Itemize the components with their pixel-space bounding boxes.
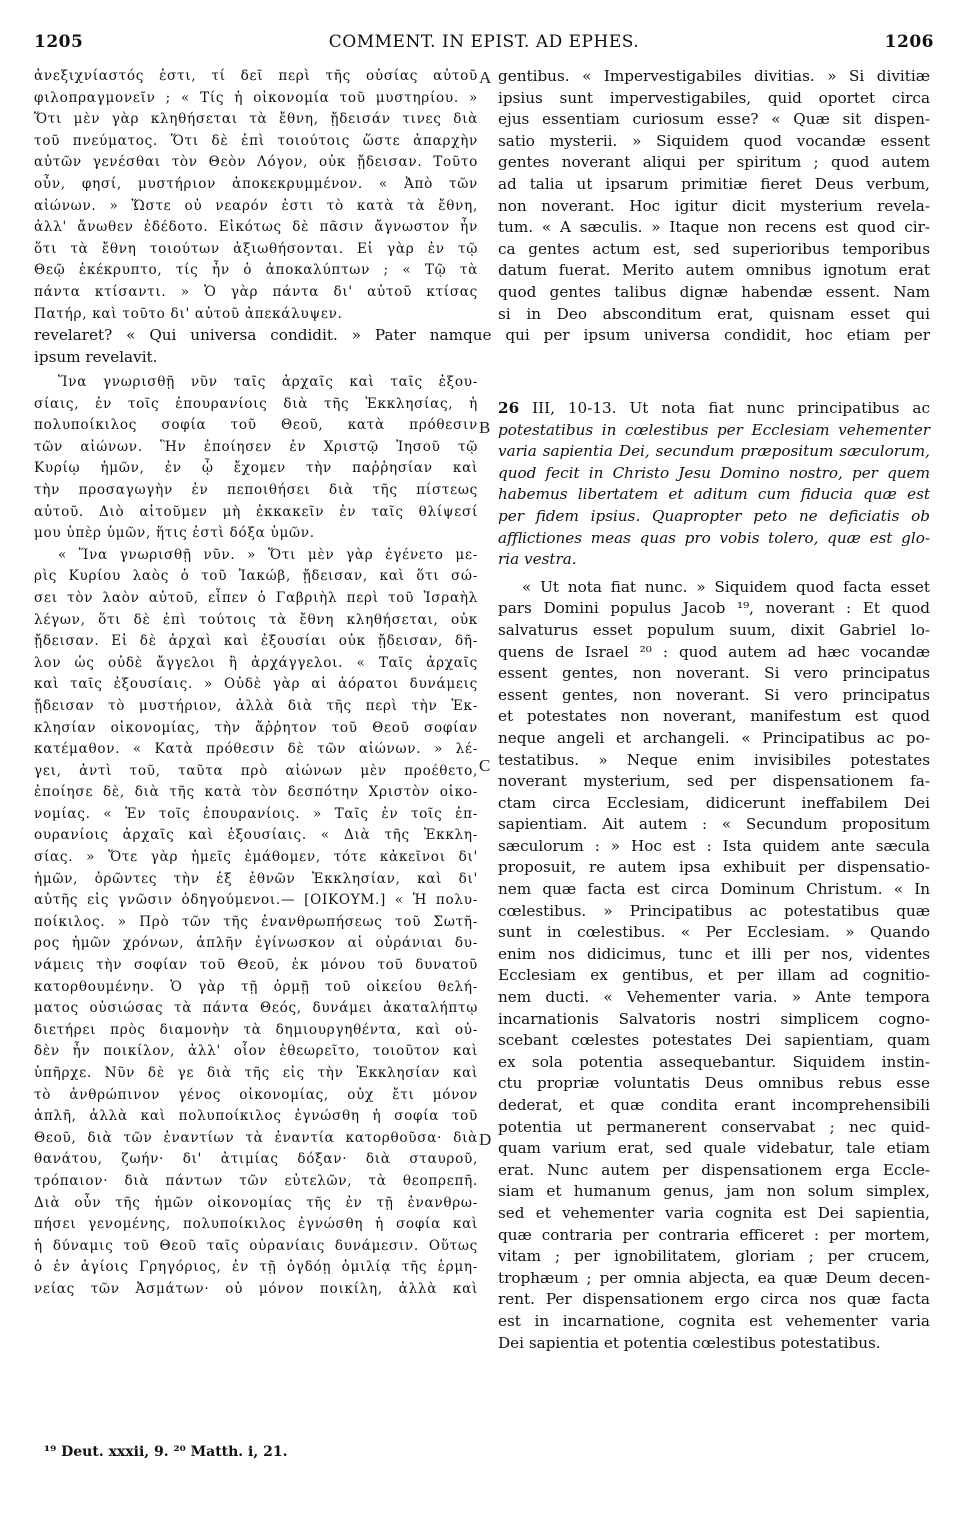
greek-line: ρὶς Κυρίου λαὸς ὁ τοῦ Ἰακώβ, ᾔδεισαν, καὶ ὅτι σώ- bbox=[34, 568, 478, 585]
latin-line: varia sapientia Dei, secundum præpositum sæculorum, bbox=[498, 442, 930, 461]
latin-line: nem quæ facta est circa Dominum Christum. « In bbox=[498, 880, 930, 899]
greek-line: νάμεις τὴν σοφίαν τοῦ Θεοῦ, ἐκ μόνου τοῦ δυνατοῦ bbox=[34, 957, 478, 974]
greek-line: λέγων, ὅτι δὲ ἐπὶ τούτοις τὰ ἔθνη κληθήσεται, οὐκ bbox=[34, 611, 478, 628]
greek-line: τὴν προσαγωγὴν ἐν πεποιθήσει διὰ τῆς πίστεως bbox=[34, 481, 478, 498]
latin-line: essent gentes, non noverant. Si vero principatus bbox=[498, 685, 930, 704]
latin-line: satio mysterii. » Siquidem quod vocandæ essent bbox=[498, 131, 930, 150]
greek-line: καὶ ταῖς ἐξουσίαις. » Οὐδὲ γὰρ αἱ ἀόρατοι δυνάμεις bbox=[34, 676, 478, 693]
greek-line: ματος οὐσιώσας τὰ πάντα Θεός, δυνάμει ἀκαταλήπτῳ bbox=[34, 1000, 478, 1017]
latin-line: testatibus. » Neque enim invisibiles potestates bbox=[498, 750, 930, 769]
greek-line: σίας. » Ὅτε γὰρ ἡμεῖς ἐμάθομεν, τότε κἀκεῖνοι δι' bbox=[34, 849, 478, 866]
latin-line: vitam ; per ignobilitatem, gloriam ; per crucem, bbox=[498, 1247, 930, 1266]
latin-line: quod gentes talibus dignæ habendæ essent. Nam bbox=[498, 282, 930, 301]
greek-line: διετήρει πρὸς διαμονὴν τὰ δημιουργηθέντα, καὶ οὐ- bbox=[34, 1021, 478, 1038]
latin-line: ctam circa Ecclesiam, didicerunt ineffabilem Dei bbox=[498, 793, 930, 812]
greek-line: σίαις, ἐν τοῖς ἐπουρανίοις διὰ τῆς Ἐκκλησίας, ἡ bbox=[34, 395, 478, 412]
greek-line: φιλοπραγμονεῖν ; « Τίς ἡ οἰκονομία τοῦ μυστηρίου. » bbox=[34, 89, 478, 106]
margin-marker-d: D bbox=[479, 1130, 492, 1149]
greek-column-top bbox=[34, 66, 478, 325]
latin-column-bottom bbox=[498, 398, 930, 1354]
latin-line: ria vestra. bbox=[498, 550, 577, 569]
latin-line: ex sola potentia assequebantur. Siquidem instin- bbox=[498, 1052, 930, 1071]
latin-line: datum fuerat. Merito autem omnibus ignotum erat bbox=[498, 261, 930, 280]
greek-line: Κυρίῳ ἡμῶν, ἐν ᾧ ἔχομεν τὴν παῤῥησίαν καὶ bbox=[34, 460, 478, 477]
greek-line: « Ἵνα γνωρισθῇ νῦν. » Ὅτι μὲν γὰρ ἐγένετο με- bbox=[58, 546, 478, 563]
latin-line: nem ducti. « Vehementer varia. » Ante tempora bbox=[498, 988, 930, 1007]
page-number-right: 1206 bbox=[884, 32, 934, 52]
greek-line: ρος ἡμῶν χρόνων, ἁπλῆν ἐγίνωσκον αἱ οὐράνιαι δυ- bbox=[34, 935, 478, 952]
latin-line: revelaret? « Qui universa condidit. » Pater namque qui per ipsum universa condidit, hoc etiam per bbox=[34, 326, 930, 344]
greek-line: πολυποίκιλος σοφία τοῦ Θεοῦ, κατὰ πρόθεσιν bbox=[34, 417, 478, 434]
greek-line: οὖν, φησί, μυστήριον ἀποκεκρυμμένον. « Ἀπὸ τῶν bbox=[34, 175, 478, 192]
full-width-continuation bbox=[34, 325, 930, 368]
greek-column-bottom bbox=[34, 372, 478, 1301]
latin-line: ipsum revelavit. bbox=[34, 347, 158, 366]
latin-line: per fidem ipsius. Quapropter peto ne deficiatis ob bbox=[498, 506, 930, 525]
greek-line: Θεῷ ἐκέκρυπτο, τίς ἦν ὁ ἀποκαλύπτων ; « Τῷ τὰ bbox=[34, 262, 478, 279]
section-number: 26 bbox=[498, 399, 520, 417]
greek-line: ᾔδεισαν τὸ μυστήριον, ἀλλὰ διὰ τῆς περὶ τὴν Ἐκ- bbox=[34, 697, 478, 714]
greek-line: ὁ ἐν ἁγίοις Γρηγόριος, ἐν τῇ ὀγδόῃ ὁμιλίᾳ τῆς ἑρμη- bbox=[34, 1259, 478, 1276]
greek-line: ἁπλῆ, ἀλλὰ καὶ πολυποίκιλος ἐγνώσθη ἡ σοφία τοῦ bbox=[34, 1108, 478, 1125]
greek-line: αὐτῆς εἰς γνῶσιν ὁδηγούμενοι.— [ΟΙΚΟΥΜ.] « Ἡ πολυ- bbox=[34, 892, 478, 909]
latin-line: scebant cœlestes potestates Dei sapientiam, quam bbox=[498, 1031, 930, 1050]
latin-line: incarnationis Salvatoris nostri simplicem cogno- bbox=[498, 1009, 930, 1028]
latin-line: si in Deo absconditum erat, quisnam esset qui bbox=[498, 304, 930, 323]
latin-line: sunt in cœlestibus. « Per Ecclesiam. » Quando bbox=[498, 923, 930, 942]
greek-line: κλησίαν οἰκονομίας, τὴν ἄῤῥητον τοῦ Θεοῦ σοφίαν bbox=[34, 719, 478, 736]
greek-line: νείας τῶν Ἀσμάτων· οὐ μόνον ποικίλη, ἀλλὰ καὶ bbox=[34, 1280, 478, 1297]
greek-line: αὐτοῦ. Διὸ αἰτοῦμεν μὴ ἐκκακεῖν ἐν ταῖς θλίψεσί bbox=[34, 503, 478, 520]
latin-line: quæ contraria per contraria efficeret : per mortem, bbox=[498, 1225, 930, 1244]
latin-line: rent. Per dispensationem ergo circa nos quæ facta bbox=[498, 1290, 930, 1309]
latin-line: ipsius sunt impervestigabiles, quid oportet circa bbox=[498, 88, 930, 107]
latin-line: gentes noverant aliqui per spiritum ; quod autem bbox=[498, 153, 930, 172]
latin-line: trophæum ; per omnia abjecta, ea quæ Deum decen- bbox=[498, 1268, 930, 1287]
latin-line: ejus essentiam curiosum esse? « Quæ sit dispen- bbox=[498, 110, 930, 129]
latin-line: siam et humanum genus, jam non solum simplex, bbox=[498, 1182, 930, 1201]
latin-line: sæculorum : » Hoc est : Ista quidem ante sæcula bbox=[498, 836, 930, 855]
latin-line: potestatibus in cœlestibus per Ecclesiam vehementer bbox=[498, 420, 930, 439]
greek-line: αἰώνων. » Ὥστε οὐ νεαρόν ἐστι τὸ κατὰ τὰ ἔθνη, bbox=[34, 197, 478, 214]
greek-line: θανάτου, ζωήν· δι' ἀτιμίας δόξαν· διὰ σταυροῦ, bbox=[34, 1151, 478, 1168]
greek-line: δὲν ἦν ποικίλον, ἀλλ' οἷον ἐθεωρεῖτο, τοιοῦτον καὶ bbox=[34, 1043, 478, 1060]
latin-line: quens de Israel ²⁰ : quod autem ad hæc vocandæ bbox=[498, 642, 930, 661]
latin-line: quod fecit in Christo Jesu Domino nostro, per quem bbox=[498, 463, 930, 482]
margin-marker-a: A bbox=[479, 68, 492, 87]
greek-line: σει τὸν λαὸν αὐτοῦ, εἶπεν ὁ Γαβριὴλ περὶ τοῦ Ἰσραὴλ bbox=[34, 589, 478, 606]
greek-line: πήσει γενομένης, πολυποίκιλος ἐγνώσθη ἡ σοφία καὶ bbox=[34, 1216, 478, 1233]
latin-line: neque angeli et archangeli. « Principatibus ac po- bbox=[498, 728, 930, 747]
greek-line: Πατήρ, καὶ τοῦτο δι' αὐτοῦ ἀπεκάλυψεν. bbox=[34, 305, 343, 322]
greek-line: γει, ἀντὶ τοῦ, ταῦτα πρὸ αἰώνων μὲν προέθετο, bbox=[34, 762, 478, 779]
greek-line: ποίκιλος. » Πρὸ τῶν τῆς ἐνανθρωπήσεως τοῦ Σωτῆ- bbox=[34, 913, 478, 930]
latin-line: gentibus. « Impervestigabiles divitias. » Si divitiæ bbox=[498, 67, 930, 85]
page-header bbox=[34, 32, 934, 56]
latin-line: cœlestibus. » Principatibus ac potestatibus quæ bbox=[498, 901, 930, 920]
greek-line: ἐποίησε δὲ, διὰ τῆς κατὰ τὸν δεσπότην Χριστὸν οἰκο- bbox=[34, 784, 478, 801]
margin-marker-b: B bbox=[479, 418, 491, 437]
latin-line: noverant mysterium, sed per dispensationem fa- bbox=[498, 772, 930, 791]
greek-line: τοῦ πνεύματος. Ὅτι δὲ ἐπὶ τοιούτοις ὥστε ἀπαρχὴν bbox=[34, 132, 478, 149]
greek-line: ᾔδεισαν. Εἰ δὲ ἀρχαὶ καὶ ἐξουσίαι οὐκ ᾔδεισαν, δῆ- bbox=[34, 633, 478, 650]
margin-marker-c: C bbox=[479, 756, 491, 775]
latin-line: potentia ut permanerent conservabat ; nec quid- bbox=[498, 1117, 930, 1136]
greek-line: ουρανίοις ἀρχαῖς καὶ ἐξουσίαις. « Διὰ τῆς Ἐκκλη- bbox=[34, 827, 478, 844]
latin-line: pars Domini populus Jacob ¹⁹, noverant : Et quod bbox=[498, 599, 930, 618]
latin-line: quam varium erat, sed quale videbatur, tale etiam bbox=[498, 1139, 930, 1158]
latin-line: et potestates non noverant, manifestum est quod bbox=[498, 707, 930, 726]
greek-line: πάντα κτίσαντι. » Ὁ γὰρ πάντα δι' αὐτοῦ κτίσας bbox=[34, 283, 478, 300]
latin-line: dederat, et quæ condita erant incomprehensibili bbox=[498, 1096, 930, 1114]
greek-line: ἡμῶν, ὁρῶντες τὴν ἐξ ἐθνῶν Ἐκκλησίαν, καὶ δι' bbox=[34, 870, 478, 887]
page-number-left: 1205 bbox=[34, 32, 84, 52]
greek-line: Ὅτι μὲν γὰρ κληθήσεται τὰ ἔθνη, ᾔδεισάν τινες διὰ bbox=[34, 111, 478, 128]
latin-line: essent gentes, non noverant. Si vero principatus bbox=[498, 664, 930, 683]
verse-reference: III, 10-13. Ut nota fiat nunc principatibus ac bbox=[519, 399, 930, 417]
latin-line: salvaturus esset populum suum, dixit Gabriel lo- bbox=[498, 620, 930, 639]
greek-line: τρόπαιον· διὰ πάντων τῶν εὐτελῶν, τὰ θεοπρεπῆ. bbox=[34, 1172, 478, 1189]
latin-line: erat. Nunc autem per dispensationem erga Eccle- bbox=[498, 1160, 930, 1179]
greek-line: ἡ δύναμις τοῦ Θεοῦ ταῖς οὐρανίαις δυνάμεσιν. Οὕτως bbox=[34, 1237, 478, 1254]
greek-line: κατέμαθον. « Κατὰ πρόθεσιν δὲ τῶν αἰώνων. » λέ- bbox=[34, 741, 478, 758]
greek-line: Ἵνα γνωρισθῇ νῦν ταῖς ἀρχαῖς καὶ ταῖς ἐξου- bbox=[58, 374, 478, 390]
greek-line: τῶν αἰώνων. Ἣν ἐποίησεν ἐν Χριστῷ Ἰησοῦ τῷ bbox=[34, 438, 478, 455]
running-title: COMMENT. IN EPIST. AD EPHES. bbox=[328, 32, 640, 52]
latin-line: ad talia ut ipsarum primitiæ fieret Deus verbum, bbox=[498, 174, 930, 193]
greek-line: μου ὑπὲρ ὑμῶν, ἥτις ἐστὶ δόξα ὑμῶν. bbox=[34, 525, 315, 542]
latin-line: ctu propriæ voluntatis Deus omnibus rebus esse bbox=[498, 1074, 930, 1093]
greek-line: λον ὡς οὐδὲ ἄγγελοι ἢ ἀρχάγγελοι. « Ταῖς ἀρχαῖς bbox=[34, 654, 478, 671]
latin-line: habemus libertatem et aditum cum fiducia quæ est bbox=[498, 485, 930, 504]
greek-line: ἀλλ' ἄνωθεν ἐδέδοτο. Εἰκότως δὲ πᾶσιν ἄγνωστον ἦν bbox=[34, 219, 478, 236]
latin-line: afflictiones meas quas pro vobis tolero, quæ est glo- bbox=[498, 528, 930, 547]
latin-line: tum. « A sæculis. » Itaque non recens est quod cir- bbox=[498, 218, 930, 237]
latin-line: Dei sapientia et potentia cœlestibus potestatibus. bbox=[498, 1333, 881, 1352]
latin-line: proposuit, re autem ipsa exhibuit per dispensatio- bbox=[498, 858, 930, 877]
greek-line: ὅτι τὰ ἔθνη τοιούτων ἀξιωθήσονται. Εἰ γὰρ ἐν τῷ bbox=[34, 240, 478, 257]
greek-line: Θεοῦ, διὰ τῶν ἐναντίων τὰ ἐναντία κατορθοῦσα· διὰ bbox=[34, 1129, 478, 1146]
greek-line: ἀνεξιχνίαστός ἐστι, τί δεῖ περὶ τῆς οὐσίας αὐτοῦ bbox=[34, 68, 478, 84]
latin-line: ca gentes actum est, sed superioribus temporibus bbox=[498, 239, 930, 258]
greek-line: αὐτῶν γενέσθαι τὸν Θεὸν Λόγον, οὐκ ᾔδεισαν. Τοῦτο bbox=[34, 154, 478, 171]
latin-line: sed et vehementer varia cognita est Dei sapientia, bbox=[498, 1203, 930, 1222]
greek-line: κατορθουμένην. Ὁ γὰρ τῇ ὁρμῇ τοῦ οἰκείου θελή- bbox=[34, 978, 478, 995]
footnotes: ¹⁹ Deut. xxxii, 9. ²⁰ Matth. i, 21. bbox=[44, 1444, 288, 1460]
greek-line: Διὰ οὖν τῆς ἡμῶν οἰκονομίας τῆς ἐν τῇ ἐνανθρω- bbox=[34, 1194, 478, 1211]
latin-column-top bbox=[498, 66, 930, 325]
latin-line: non noverant. Hoc igitur dicit mysterium revela- bbox=[498, 196, 930, 215]
latin-line: sapientiam. Ait autem : « Secundum propositum bbox=[498, 815, 930, 834]
latin-line bbox=[498, 398, 930, 420]
latin-line: est in incarnatione, cognita est vehementer varia bbox=[498, 1311, 930, 1330]
latin-line: enim nos didicimus, tunc et illi per nos, videntes bbox=[498, 944, 930, 963]
latin-line: « Ut nota fiat nunc. » Siquidem quod facta esset bbox=[522, 577, 930, 596]
greek-line: ὑπῆρχε. Νῦν δὲ γε διὰ τῆς εἰς τὴν Ἐκκλησίαν καὶ bbox=[34, 1065, 478, 1081]
latin-line: Ecclesiam ex gentibus, et per illam ad cognitio- bbox=[498, 966, 930, 985]
greek-line: τὸ ἀνθρώπινον γένος οἰκονομίας, οὐχ ἔτι μόνον bbox=[34, 1086, 478, 1103]
greek-line: νομίας. « Ἐν τοῖς ἐπουρανίοις. » Ταῖς ἐν τοῖς ἐπ- bbox=[34, 805, 478, 822]
